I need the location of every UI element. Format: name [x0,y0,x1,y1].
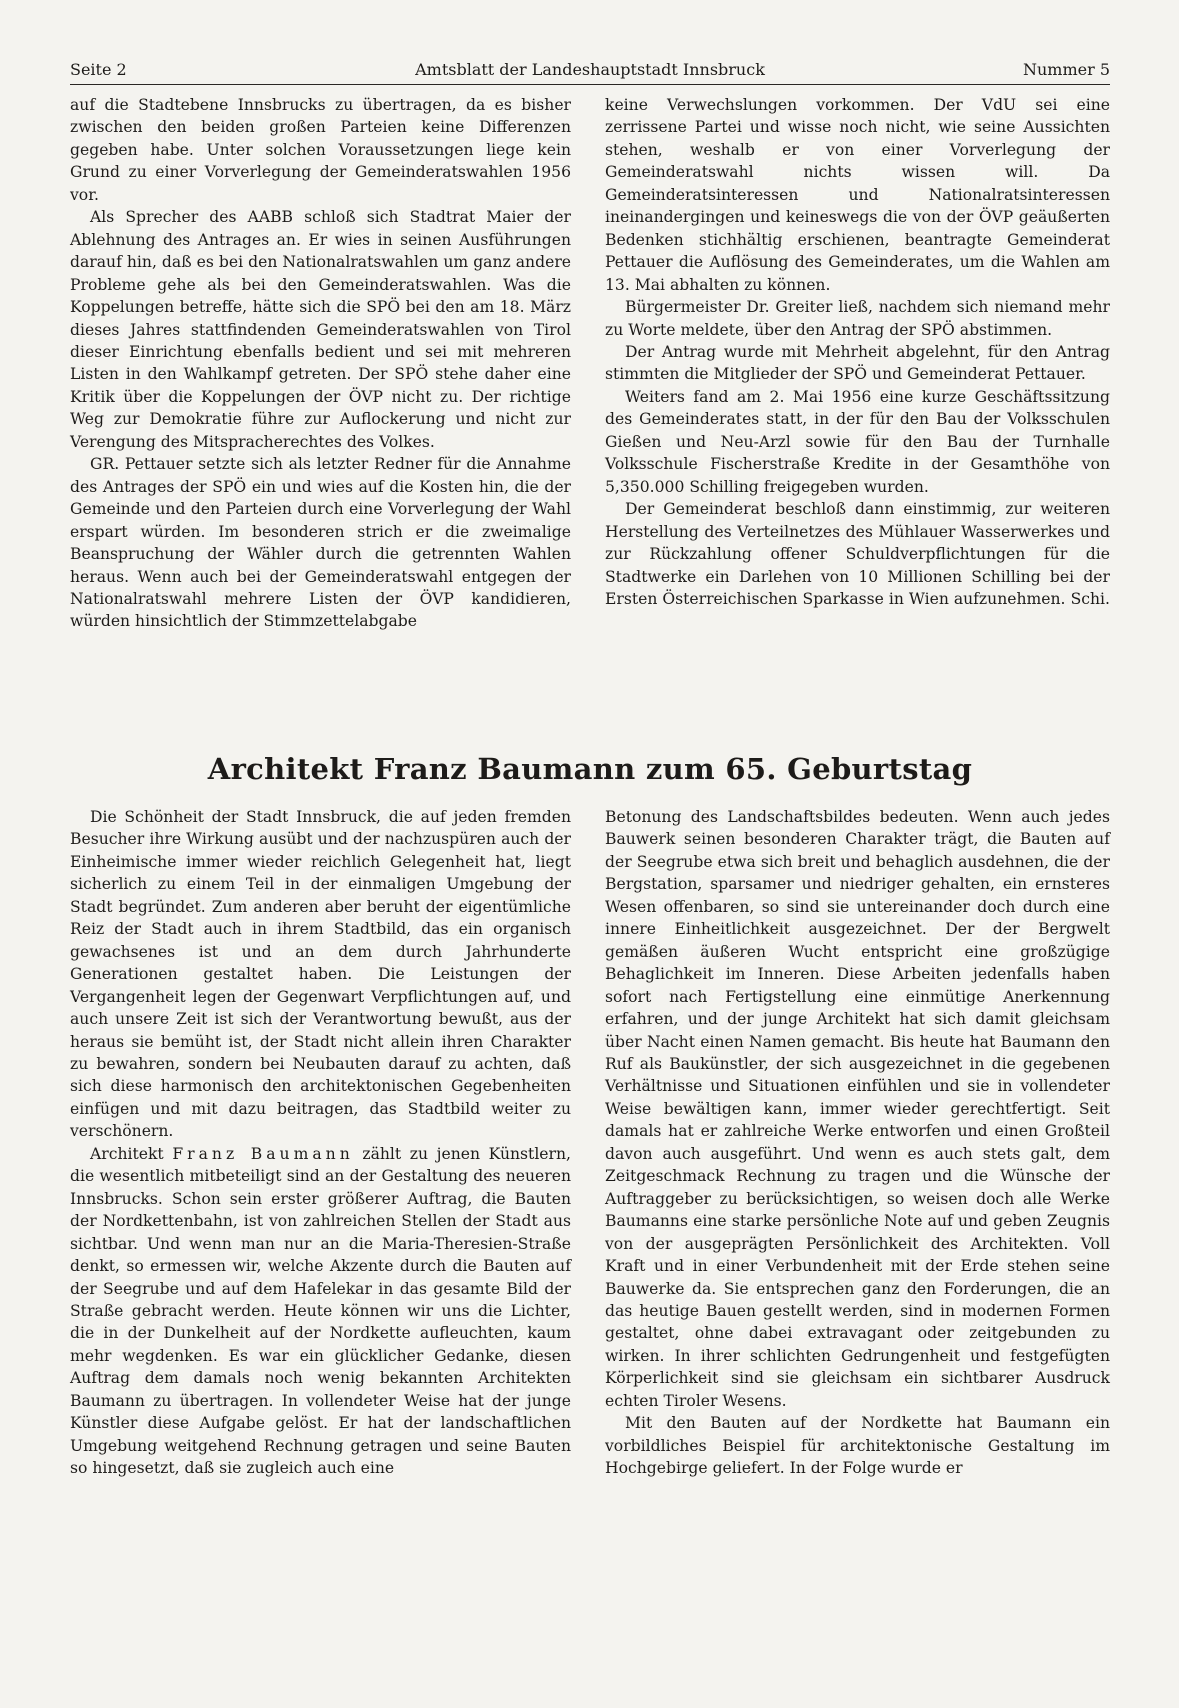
article1-column-right [605,94,1110,610]
article2-column-right [605,806,1110,1480]
author-signature: Schi. [1070,589,1110,608]
issue-number: Nummer 5 [1022,60,1110,79]
paragraph: GR. Pettauer setzte sich als letzter Redner für die Annahme des Antrages der SPÖ ein und wies auf die Kosten hin, die der Gemeinde und den Parteien durch eine Vorverlegung der Wahl erspart würden. Im besonderen strich er die zweimalige Beanspruchung der Wähler durch die getrennten Wahlen heraus. Wenn auch bei der Gemeinderatswahl entgegen der Nationalratswahl mehrere Listen der ÖVP kandidieren, würden hinsichtlich der Stimmzettelabgabe [70,455,571,631]
article1-column-left [70,94,571,633]
paragraph: keine Verwechslungen vorkommen. Der VdU sei eine zerrissene Partei und wisse noch nicht, wie seine Aussichten stehen, weshalb er von einer Vorverlegung der Gemeinderatswahl nichts wissen will. Da Gemeinderatsinteressen und Nationalratsinteressen ineinandergingen und keineswegs die von der ÖVP geäußerten Bedenken stichhältig erschienen, beantragte Gemeinderat Pettauer die Auflösung des Gemeinderates, um die Wahlen am 13. Mai abhalten zu können. [605,96,1110,294]
paragraph: Die Schönheit der Stadt Innsbruck, die auf jeden fremden Besucher ihre Wirkung ausübt und der nachzuspüren auch der Einheimische immer wieder reichlich Gelegenheit hat, liegt sicherlich zu einem Teil in der einmaligen Umgebung der Stadt begründet. Zum anderen aber beruht der eigentümliche Reiz der Stadt auch in ihrem Stadtbild, das ein organisch gewachsenes ist und an dem durch Jahrhunderte Generationen gestaltet haben. Die Leistungen der Vergangenheit legen der Gegenwart Verpflichtungen auf, und auch unsere Zeit ist sich der Verantwortung bewußt, aus der heraus sie bemüht ist, der Stadt nicht allein ihren Charakter zu bewahren, sondern bei Neubauten darauf zu achten, daß sich diese harmonisch den architektonischen Gegebenheiten einfügen und mit dazu beitragen, das Stadtbild weiter zu verschönern. [70,808,571,1141]
paragraph-text: zählt zu jenen Künstlern, die wesentlich mitbeteiligt sind an der Gestaltung des neueren Innsbrucks. Schon sein erster größerer Auftrag, die Bauten der Nordkettenbahn, ist von zahlreichen Stellen der Stadt aus sichtbar. Und wenn man nur an die Maria-Theresien-Straße denkt, so ermessen wir, welche Akzente durch die Bauten auf der Seegrube und auf dem Hafelekar in das gesamte Bild der Straße gebracht werden. Heute können wir uns die Lichter, die in der Dunkelheit auf der Nordkette aufleuchten, kaum mehr wegdenken. Es war ein glücklicher Gedanke, diesen Auftrag dem damals noch wenig bekannten Architekten Baumann zu übertragen. In vollendeter Weise hat der junge Künstler diese Aufgabe gelöst. Er hat der landschaftlichen Umgebung weitgehend Rechnung getragen und seine Bauten so hingesetzt, daß sie zugleich auch eine [70,1144,571,1478]
paragraph: Weiters fand am 2. Mai 1956 eine kurze Geschäftssitzung des Gemeinderates statt, in der für den Bau der Volksschulen Gießen und Neu-Arzl sowie für den Bau der Turnhalle Volksschule Fischerstraße Kredite in der Gesamthöhe von 5,350.000 Schilling freigegeben wurden. [605,387,1110,496]
paragraph-text: Der Gemeinderat beschloß dann einstimmig, zur weiteren Herstellung des Verteilnetzes des Mühlauer Wasserwerkes und zur Rückzahlung offener Schuldverpflichtungen für die Stadtwerke ein Darlehen von 10 Millionen Schilling bei der Ersten Österreichischen Sparkasse in Wien aufzunehmen. [605,500,1110,608]
header-rule [70,84,1110,85]
paragraph-with-signature [605,498,1110,610]
paragraph: auf die Stadtebene Innsbrucks zu übertragen, da es bisher zwischen den beiden großen Parteien keine Differenzen gegeben habe. Unter solchen Voraussetzungen liege kein Grund zu einer Vorverlegung der Gemeinderatswahlen 1956 vor. [70,96,571,204]
paragraph [70,1143,571,1480]
paragraph: Als Sprecher des AABB schloß sich Stadtrat Maier der Ablehnung des Antrages an. Er wies in seinen Ausführungen darauf hin, daß es bei den Nationalratswahlen um ganz andere Probleme gehe als bei den Gemeinderatswahlen. Was die Koppelungen betreffe, hätte sich die SPÖ bei den am 18. März dieses Jahres stattfindenden Gemeinderatswahlen von Tirol dieser Einrichtung ebenfalls bedient und sei mit mehreren Listen in den Wahlkampf getreten. Der SPÖ stehe daher eine Kritik über die Koppelungen der ÖVP nicht zu. Der richtige Weg zur Demokratie führe zur Auflockerung und nicht zur Verengung des Mitspracherechtes des Volkes. [70,208,571,451]
page-header [70,60,1110,84]
page-number: Seite 2 [70,60,127,79]
paragraph: Betonung des Landschaftsbildes bedeuten. Wenn auch jedes Bauwerk seinen besonderen Charakter trägt, die Bauten auf der Seegrube etwa sich breit und behaglich ausdehnen, die der Bergstation, sparsamer und niedriger gehalten, ein ernsteres Wesen offenbaren, so sind sie untereinander doch durch eine innere Einheitlichkeit ausgezeichnet. Der der Bergwelt gemäßen äußeren Wucht entspricht eine großzügige Behaglichkeit im Inneren. Diese Arbeiten jedenfalls haben sofort nach Fertigstellung eine einmütige Anerkennung erfahren, und der junge Architekt hat sich damit gleichsam über Nacht einen Namen gemacht. Bis heute hat Baumann den Ruf als Baukünstler, der sich ausgezeichnet in die gegebenen Verhältnisse und Situationen einfühlen und sie in vollendeter Weise bewältigen kann, immer wieder gerechtfertigt. Seit damals hat er zahlreiche Werke entworfen und einen Großteil davon auch ausgeführt. Und wenn es auch stets galt, dem Zeitgeschmack Rechnung zu tragen und die Wünsche der Auftraggeber zu berücksichtigen, so weisen doch alle Werke Baumanns eine starke persönliche Note auf und geben Zeugnis von der ausgeprägten Persönlichkeit des Architekten. Voll Kraft und in einer Verbundenheit mit der Erde stehen seine Bauwerke da. Sie entsprechen ganz den Forderungen, die an das heutige Bauen gestellt werden, sind in modernen Formen gestaltet, ohne dabei extravagant oder zeitgebunden zu wirken. In ihrer schlichten Gedrungenheit und festgefügten Körperlichkeit sind sie gleichsam ein sichtbarer Ausdruck echten Tiroler Wesens. [605,808,1110,1410]
lead-in: Architekt [90,1144,164,1163]
publication-title: Amtsblatt der Landeshauptstadt Innsbruck [415,60,765,79]
architect-name: Franz Baumann [172,1144,354,1163]
paragraph: Mit den Bauten auf der Nordkette hat Baumann ein vorbildliches Beispiel für architektonische Gestaltung im Hochgebirge geliefert. In der Folge wurde er [605,1414,1110,1478]
paragraph: Der Antrag wurde mit Mehrheit abgelehnt, für den Antrag stimmten die Mitglieder der SPÖ und Gemeinderat Pettauer. [605,342,1110,384]
paragraph: Bürgermeister Dr. Greiter ließ, nachdem sich niemand mehr zu Worte meldete, über den Antrag der SPÖ abstimmen. [605,298,1110,339]
article-heading: Architekt Franz Baumann zum 65. Geburtstag [207,752,973,786]
article2-column-left [70,806,571,1480]
